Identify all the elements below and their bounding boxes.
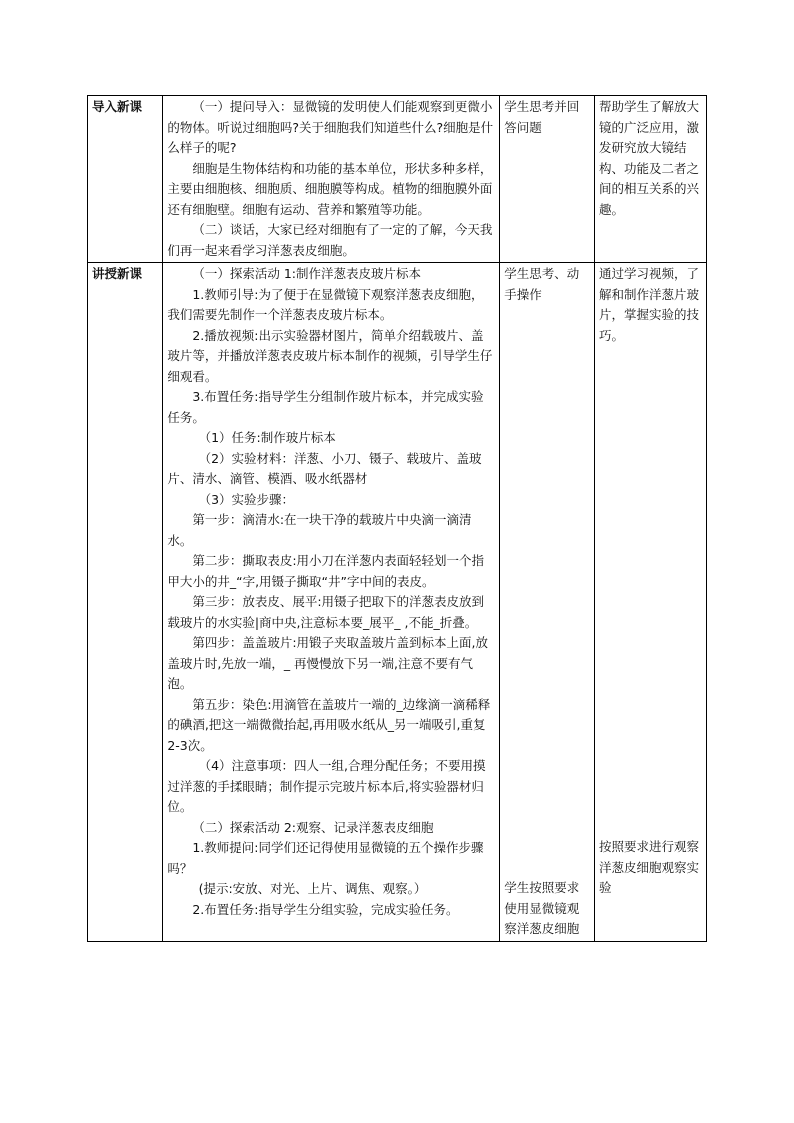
teaching-paragraph: 2.播放视频:出示实验器材图片，简单介绍载玻片、盖玻片等，并播放洋葱表皮玻片标本制作的视频，引导学生仔细观看。	[167, 327, 493, 384]
intro-paragraph: 细胞是生物体结构和功能的基本单位，形状多种多样，主要由细胞核、细胞质、细胞膜等构成。植物的细胞膜外面还有细胞壁。细胞有运动、营养和繁殖等功能。	[167, 160, 493, 217]
intro-content-cell	[163, 96, 500, 263]
row-heading-intro: 导入新课	[88, 96, 163, 263]
design-purpose-1: 通过学习视频，了解和制作洋葱片玻片，掌握实验的技巧。	[599, 266, 700, 343]
teaching-paragraph: 1.教师提问:同学们还记得使用显微镜的五个操作步骤吗？	[167, 840, 484, 876]
spacer	[504, 305, 590, 878]
step-item: 第一步：滴清水:在一块干净的载玻片中央滴一滴清水。	[167, 512, 472, 548]
intro-student-activity: 学生思考并回答问题	[500, 96, 595, 263]
teaching-paragraph: 3.布置任务:指导学生分组制作玻片标本，并完成实验任务。	[167, 389, 484, 425]
steps-heading: （3）实验步骤：	[198, 491, 295, 507]
table-row-intro	[88, 96, 707, 263]
hint-item: (提示:安放、对光、上片、调焦、观察。）	[198, 881, 427, 896]
intro-paragraph: （一）提问导入：显微镜的发明使人们能观察到更微小的物体。听说过细胞吗?关于细胞我们知道些什么?细胞是什么样子的呢?	[167, 99, 494, 155]
step-item: 第二步：撕取表皮:用小刀在洋葱内表面轻轻划一个指甲大小的井_“字,用镊子撕取“井”字中间的表皮。	[167, 553, 485, 589]
activity-title: （一）探索活动 1:制作洋葱表皮玻片标本	[192, 266, 421, 281]
step-item: 第四步：盖盖玻片:用锻子夹取盖玻片盖到标本上面,放盖玻片时,先放一端，_ 再慢慢放下另一端,注意不要有气泡。	[167, 635, 489, 691]
materials-item: （2）实验材料：洋葱、小刀、镊子、载玻片、盖玻片、清水、滴管、模酒、吸水纸器材	[167, 450, 482, 486]
activity-title: （二）探索活动 2:观察、记录洋葱表皮细胞	[192, 819, 434, 835]
student-activity-1: 学生思考、动手操作	[504, 266, 580, 302]
spacer	[599, 346, 702, 837]
student-activity-2: 学生按照要求使用显微镜观察洋葱皮细胞	[504, 880, 580, 936]
task-item: （1）任务:制作玻片标本	[198, 430, 336, 445]
intro-paragraph: （二）谈话，大家已经对细胞有了一定的了解，今天我们再一起来看学习洋葱表皮细胞。	[167, 222, 493, 258]
teaching-content-cell	[163, 263, 500, 942]
lesson-plan-table	[87, 95, 707, 942]
notes-item: （4）注意事项：四人一组,合理分配任务；不要用摸过洋葱的手揉眼睛；制作提示完玻片标本后,将实验器材归位。	[167, 758, 486, 814]
teaching-paragraph: 2.布置任务:指导学生分组实验，完成实验任务。	[192, 901, 459, 917]
row-heading-teaching: 讲授新课	[88, 263, 163, 942]
teaching-student-activity	[500, 263, 595, 942]
intro-design-purpose: 帮助学生了解放大镜的广泛应用，激发研究放大镜结构、功能及二者之间的相互关系的兴趣。	[595, 96, 707, 263]
step-item: 第五步：染色:用滴管在盖玻片一端的_边缘滴一滴稀释的碘酒,把这一端微微抬起,再用吸水纸从_另一端吸引,重复 2-3次。	[167, 696, 491, 753]
table-row-teaching	[88, 263, 707, 942]
teaching-design-purpose	[595, 263, 707, 942]
step-item: 第三步：放表皮、展平:用镊子把取下的洋葱表皮放到载玻片的水实验|商中央,注意标本要_展平_ ,不能_折叠。	[167, 594, 485, 630]
design-purpose-2: 按照要求进行观察洋葱皮细胞观察实验	[599, 839, 700, 895]
teaching-paragraph: 1.教师引导:为了便于在显微镜下观察洋葱表皮细胞，我们需要先制作一个洋葱表皮玻片标本。	[167, 286, 484, 322]
